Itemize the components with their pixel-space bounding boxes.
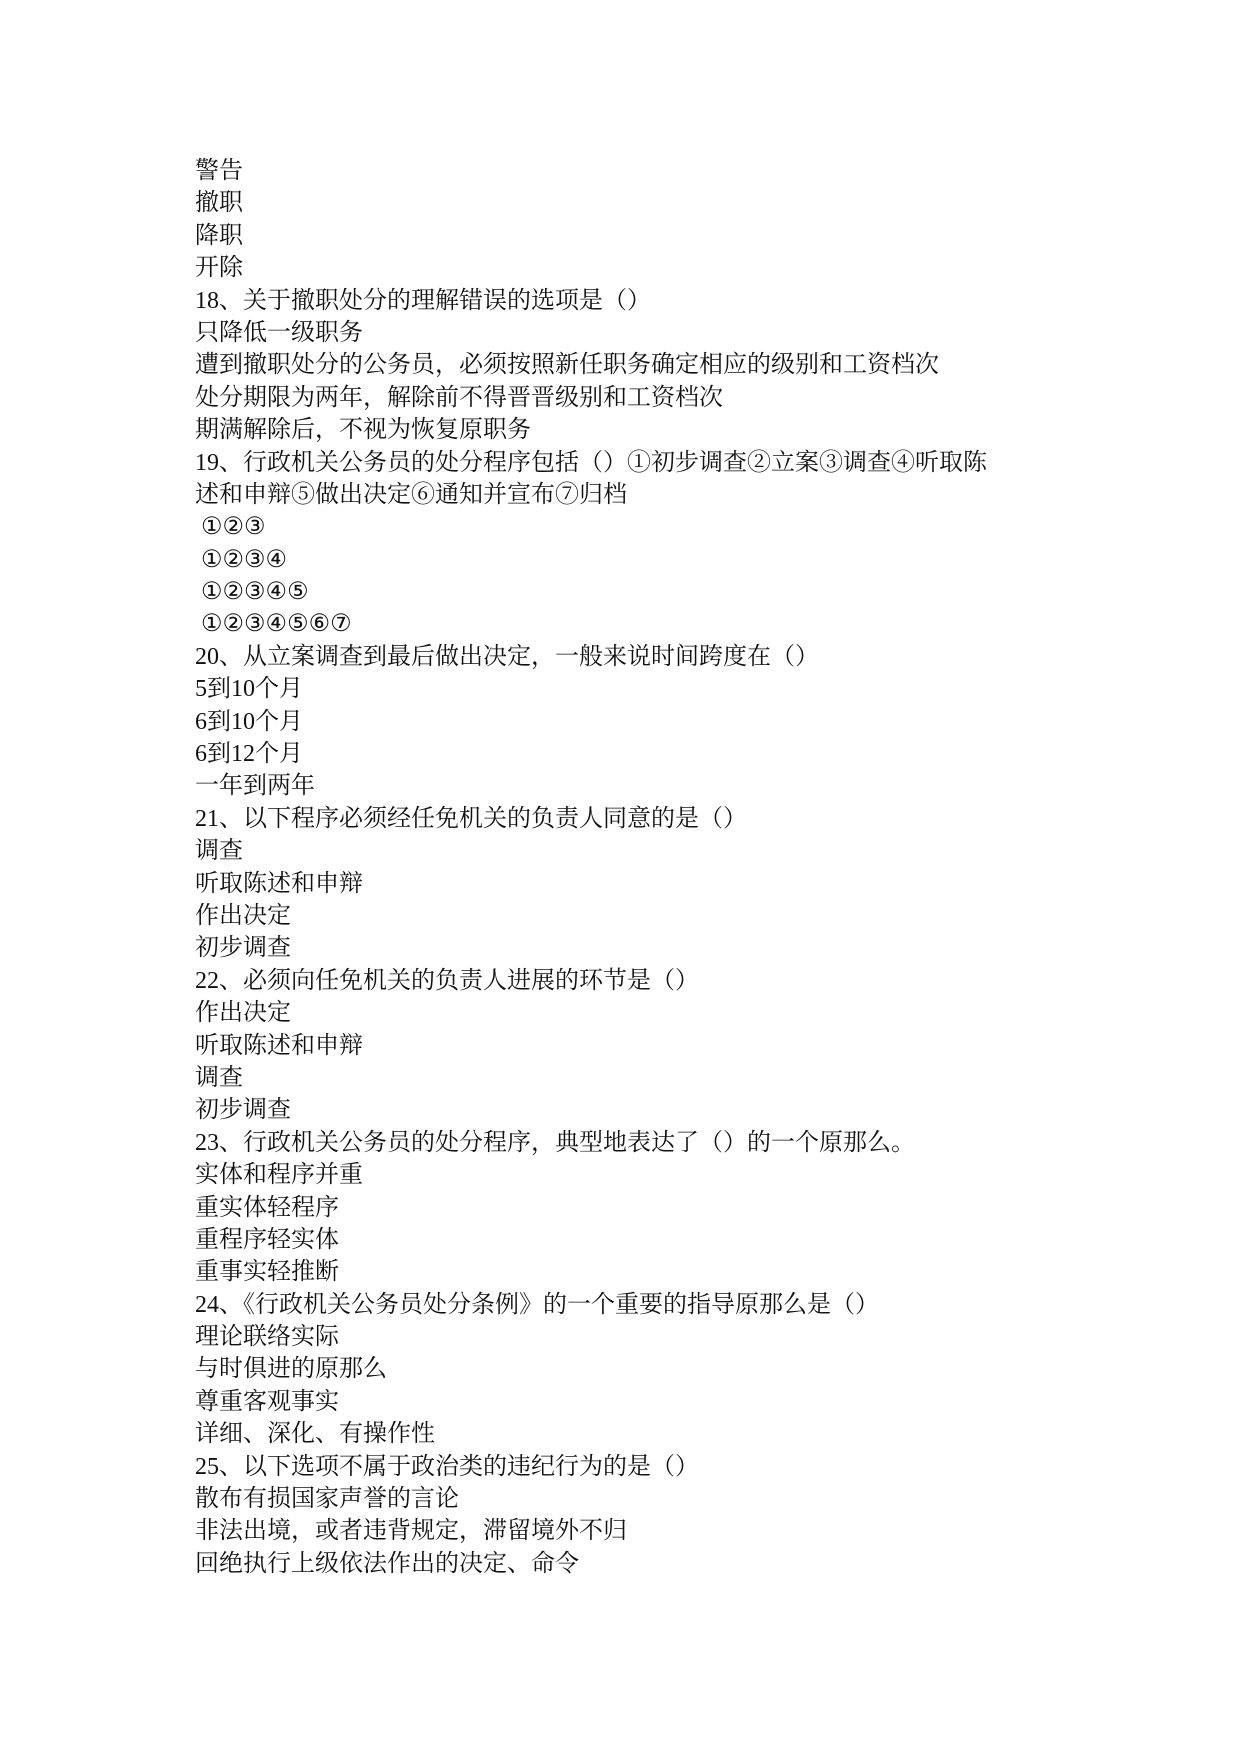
answer-option: 尊重客观事实 bbox=[195, 1388, 339, 1415]
answer-option: 6到12个月 bbox=[195, 741, 303, 768]
answer-option: 一年到两年 bbox=[195, 773, 315, 800]
answer-option: 作出决定 bbox=[195, 902, 291, 929]
question-text: 19、行政机关公务员的处分程序包括（）①初步调查②立案③调查④听取陈 bbox=[195, 449, 987, 476]
answer-option: 非法出境，或者违背规定，滞留境外不归 bbox=[195, 1518, 627, 1545]
document-page bbox=[195, 155, 1155, 1580]
answer-option: 6到10个月 bbox=[195, 708, 303, 735]
answer-option: 回绝执行上级依法作出的决定、命令 bbox=[195, 1550, 579, 1577]
answer-option: ①②③ bbox=[201, 514, 266, 541]
answer-option: 听取陈述和申辩 bbox=[195, 1032, 363, 1059]
answer-option: ①②③④⑤⑥⑦ bbox=[201, 611, 352, 638]
question-text: 25、以下选项不属于政治类的违纪行为的是（） bbox=[195, 1453, 699, 1480]
answer-option: 重程序轻实体 bbox=[195, 1226, 339, 1253]
answer-option: 散布有损国家声誉的言论 bbox=[195, 1486, 459, 1513]
answer-option: 详细、深化、有操作性 bbox=[195, 1421, 435, 1448]
answer-option: 理论联络实际 bbox=[195, 1324, 339, 1351]
question-text: 23、行政机关公务员的处分程序，典型地表达了（）的一个原那么。 bbox=[195, 1129, 915, 1156]
answer-option: 开除 bbox=[195, 255, 243, 282]
answer-option: 初步调查 bbox=[195, 935, 291, 962]
answer-option: 期满解除后，不视为恢复原职务 bbox=[195, 417, 531, 444]
answer-option: 5到10个月 bbox=[195, 676, 303, 703]
answer-option: ①②③④⑤ bbox=[201, 579, 309, 606]
answer-option: 只降低一级职务 bbox=[195, 319, 363, 346]
answer-option: ①②③④ bbox=[201, 546, 288, 573]
answer-option: 调查 bbox=[195, 1064, 243, 1091]
question-text: 21、以下程序必须经任免机关的负责人同意的是（） bbox=[195, 805, 747, 832]
answer-option: 降职 bbox=[195, 222, 243, 249]
answer-option: 重事实轻推断 bbox=[195, 1259, 339, 1286]
answer-option: 作出决定 bbox=[195, 1000, 291, 1027]
answer-option: 处分期限为两年，解除前不得晋晋级别和工资档次 bbox=[195, 384, 723, 411]
answer-option: 调查 bbox=[195, 838, 243, 865]
answer-option: 实体和程序并重 bbox=[195, 1162, 363, 1189]
answer-option: 听取陈述和申辩 bbox=[195, 870, 363, 897]
answer-option: 重实体轻程序 bbox=[195, 1194, 339, 1221]
answer-option: 遭到撤职处分的公务员，必须按照新任职务确定相应的级别和工资档次 bbox=[195, 352, 939, 379]
answer-option: 撤职 bbox=[195, 190, 243, 217]
question-text: 20、从立案调查到最后做出决定，一般来说时间跨度在（） bbox=[195, 643, 819, 670]
answer-option: 警告 bbox=[195, 158, 243, 184]
question-text: 述和申辩⑤做出决定⑥通知并宣布⑦归档 bbox=[195, 481, 627, 508]
question-text: 22、必须向任免机关的负责人进展的环节是（） bbox=[195, 967, 699, 994]
question-text: 24、《行政机关公务员处分条例》的一个重要的指导原那么是（） bbox=[195, 1291, 879, 1318]
question-text: 18、关于撤职处分的理解错误的选项是（） bbox=[195, 287, 651, 314]
answer-option: 初步调查 bbox=[195, 1097, 291, 1124]
answer-option: 与时俱进的原那么 bbox=[195, 1356, 387, 1383]
